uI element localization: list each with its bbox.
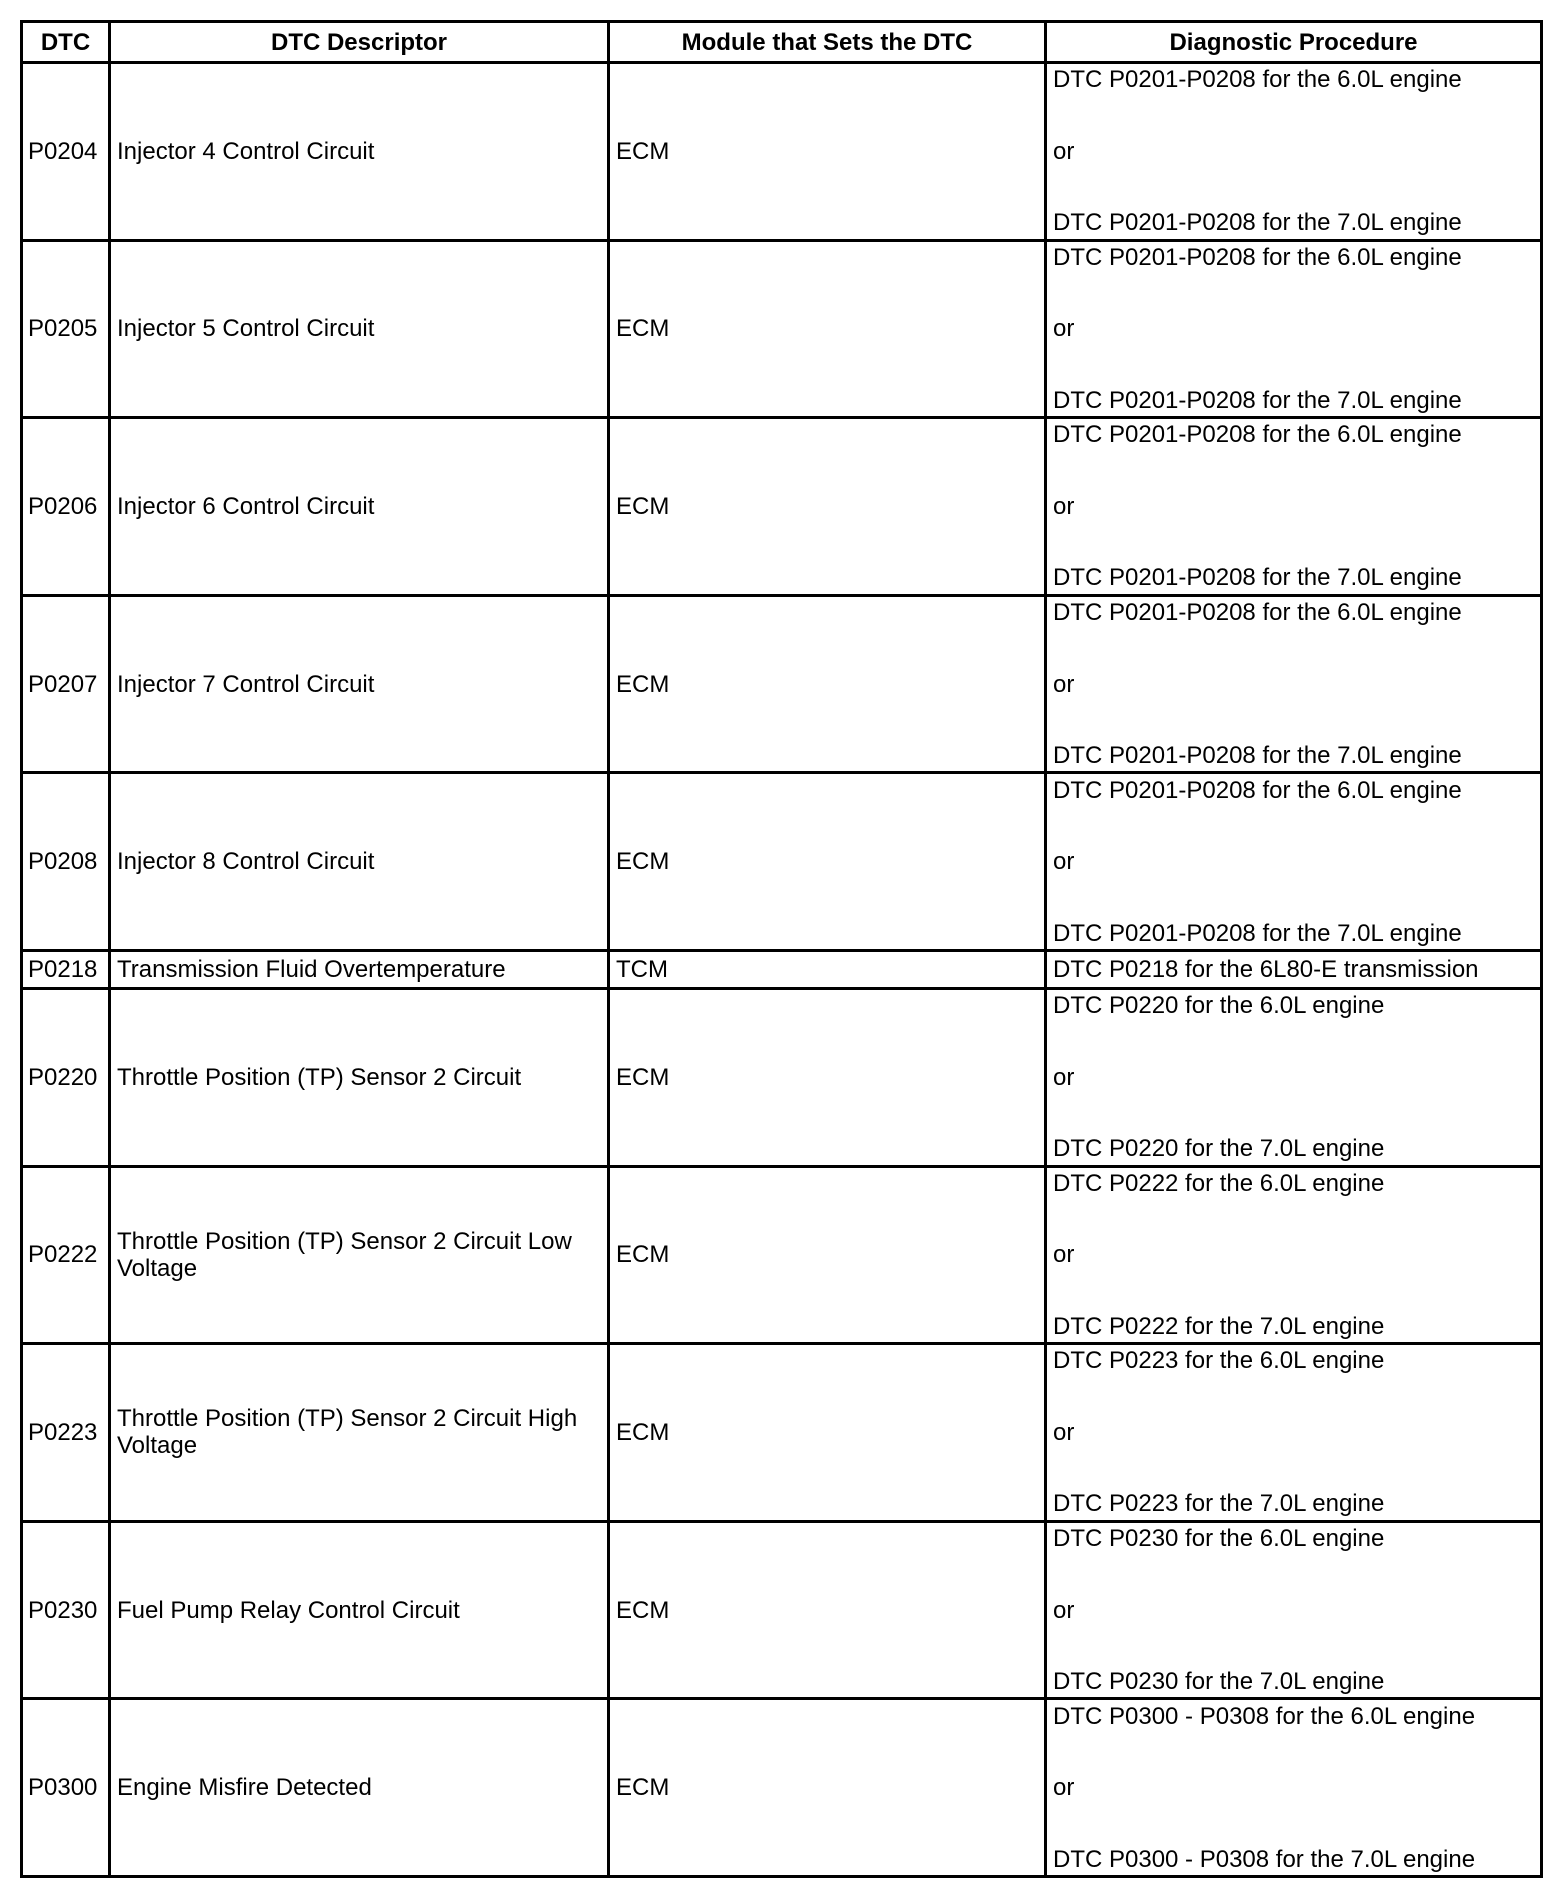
procedure-line: DTC P0300 - P0308 for the 6.0L engine: [1053, 1702, 1476, 1730]
table-row: [22, 1166, 1542, 1344]
table-body: [22, 63, 1542, 1877]
module-cell: ECM: [609, 595, 1046, 773]
procedure-line: or: [1053, 1241, 1075, 1269]
procedure-lines: [1053, 66, 1534, 236]
procedure-line: or: [1053, 670, 1075, 698]
dtc-descriptor-cell: Transmission Fluid Overtemperature: [110, 950, 609, 988]
procedure-line: DTC P0201-P0208 for the 6.0L engine: [1053, 776, 1462, 804]
procedure-line: or: [1053, 1063, 1075, 1091]
dtc-code-cell: P0208: [22, 773, 110, 951]
dtc-descriptor-cell: Fuel Pump Relay Control Circuit: [110, 1521, 609, 1699]
procedure-lines: [1053, 244, 1534, 414]
dtc-descriptor-cell: Injector 7 Control Circuit: [110, 595, 609, 773]
dtc-descriptor-cell: Injector 6 Control Circuit: [110, 418, 609, 596]
header-module: Module that Sets the DTC: [609, 22, 1046, 63]
table-row: [22, 63, 1542, 241]
header-descriptor: DTC Descriptor: [110, 22, 609, 63]
procedure-lines: [1053, 599, 1534, 769]
module-cell: ECM: [609, 1521, 1046, 1699]
dtc-code-cell: P0206: [22, 418, 110, 596]
diagnostic-procedure-cell: [1046, 595, 1542, 773]
dtc-code-cell: P0218: [22, 950, 110, 988]
dtc-descriptor-cell: Injector 5 Control Circuit: [110, 240, 609, 418]
diagnostic-procedure-cell: [1046, 63, 1542, 241]
module-cell: TCM: [609, 950, 1046, 988]
procedure-lines: [1053, 992, 1534, 1162]
header-procedure: Diagnostic Procedure: [1046, 22, 1542, 63]
dtc-code-cell: P0207: [22, 595, 110, 773]
diagnostic-procedure-cell: [1046, 1166, 1542, 1344]
procedure-line: DTC P0218 for the 6L80-E transmission: [1053, 955, 1479, 983]
module-cell: ECM: [609, 1344, 1046, 1522]
diagnostic-procedure-cell: [1046, 773, 1542, 951]
procedure-lines: [1053, 1347, 1534, 1517]
procedure-line: or: [1053, 1774, 1075, 1802]
procedure-line: or: [1053, 492, 1075, 520]
procedure-line: DTC P0220 for the 6.0L engine: [1053, 992, 1385, 1020]
procedure-line: or: [1053, 1596, 1075, 1624]
dtc-descriptor-cell: Throttle Position (TP) Sensor 2 Circuit: [110, 989, 609, 1167]
header-dtc: DTC: [22, 22, 110, 63]
table-header-row: [22, 22, 1542, 63]
table-row: [22, 950, 1542, 988]
procedure-line: DTC P0201-P0208 for the 6.0L engine: [1053, 599, 1462, 627]
diagnostic-procedure-cell: [1046, 1699, 1542, 1877]
procedure-line: DTC P0220 for the 7.0L engine: [1053, 1135, 1385, 1163]
dtc-descriptor-cell: Injector 4 Control Circuit: [110, 63, 609, 241]
diagnostic-procedure-cell: [1046, 240, 1542, 418]
procedure-lines: [1053, 1525, 1534, 1695]
table-row: [22, 595, 1542, 773]
procedure-line: DTC P0201-P0208 for the 7.0L engine: [1053, 742, 1462, 770]
procedure-lines: [1053, 1703, 1534, 1873]
procedure-lines: [1053, 1170, 1534, 1340]
procedure-line: DTC P0222 for the 6.0L engine: [1053, 1169, 1385, 1197]
procedure-line: or: [1053, 315, 1075, 343]
procedure-lines: [1053, 777, 1534, 947]
procedure-line: DTC P0300 - P0308 for the 7.0L engine: [1053, 1845, 1476, 1873]
module-cell: ECM: [609, 240, 1046, 418]
module-cell: ECM: [609, 63, 1046, 241]
diagnostic-procedure-cell: [1046, 989, 1542, 1167]
procedure-line: DTC P0201-P0208 for the 7.0L engine: [1053, 209, 1462, 237]
procedure-line: DTC P0201-P0208 for the 6.0L engine: [1053, 243, 1462, 271]
dtc-code-cell: P0300: [22, 1699, 110, 1877]
module-cell: ECM: [609, 773, 1046, 951]
procedure-line: or: [1053, 137, 1075, 165]
procedure-lines: [1053, 421, 1534, 591]
table-row: [22, 1344, 1542, 1522]
procedure-line: DTC P0201-P0208 for the 7.0L engine: [1053, 386, 1462, 414]
table-row: [22, 1699, 1542, 1877]
module-cell: ECM: [609, 989, 1046, 1167]
diagnostic-procedure-cell: [1046, 1344, 1542, 1522]
dtc-code-cell: P0230: [22, 1521, 110, 1699]
procedure-line: DTC P0201-P0208 for the 6.0L engine: [1053, 66, 1462, 94]
procedure-line: DTC P0201-P0208 for the 7.0L engine: [1053, 564, 1462, 592]
dtc-code-cell: P0223: [22, 1344, 110, 1522]
dtc-code-cell: P0222: [22, 1166, 110, 1344]
diagnostic-procedure-cell: [1046, 418, 1542, 596]
module-cell: ECM: [609, 418, 1046, 596]
dtc-descriptor-cell: Throttle Position (TP) Sensor 2 Circuit Low Voltage: [110, 1166, 609, 1344]
diagnostic-procedure-cell: [1046, 1521, 1542, 1699]
dtc-table: [20, 20, 1543, 1878]
procedure-line: or: [1053, 1418, 1075, 1446]
diagnostic-procedure-cell: [1046, 950, 1542, 988]
dtc-code-cell: P0220: [22, 989, 110, 1167]
procedure-line: DTC P0230 for the 7.0L engine: [1053, 1668, 1385, 1696]
procedure-line: DTC P0201-P0208 for the 7.0L engine: [1053, 919, 1462, 947]
module-cell: ECM: [609, 1166, 1046, 1344]
table-row: [22, 1521, 1542, 1699]
procedure-lines: [1053, 956, 1534, 983]
procedure-line: or: [1053, 848, 1075, 876]
procedure-line: DTC P0222 for the 7.0L engine: [1053, 1312, 1385, 1340]
procedure-line: DTC P0201-P0208 for the 6.0L engine: [1053, 421, 1462, 449]
dtc-descriptor-cell: Throttle Position (TP) Sensor 2 Circuit High Voltage: [110, 1344, 609, 1522]
module-cell: ECM: [609, 1699, 1046, 1877]
procedure-line: DTC P0223 for the 7.0L engine: [1053, 1490, 1385, 1518]
table-row: [22, 989, 1542, 1167]
dtc-descriptor-cell: Engine Misfire Detected: [110, 1699, 609, 1877]
procedure-line: DTC P0223 for the 6.0L engine: [1053, 1347, 1385, 1375]
dtc-code-cell: P0205: [22, 240, 110, 418]
table-row: [22, 773, 1542, 951]
table-row: [22, 418, 1542, 596]
table-row: [22, 240, 1542, 418]
dtc-descriptor-cell: Injector 8 Control Circuit: [110, 773, 609, 951]
dtc-code-cell: P0204: [22, 63, 110, 241]
procedure-line: DTC P0230 for the 6.0L engine: [1053, 1525, 1385, 1553]
